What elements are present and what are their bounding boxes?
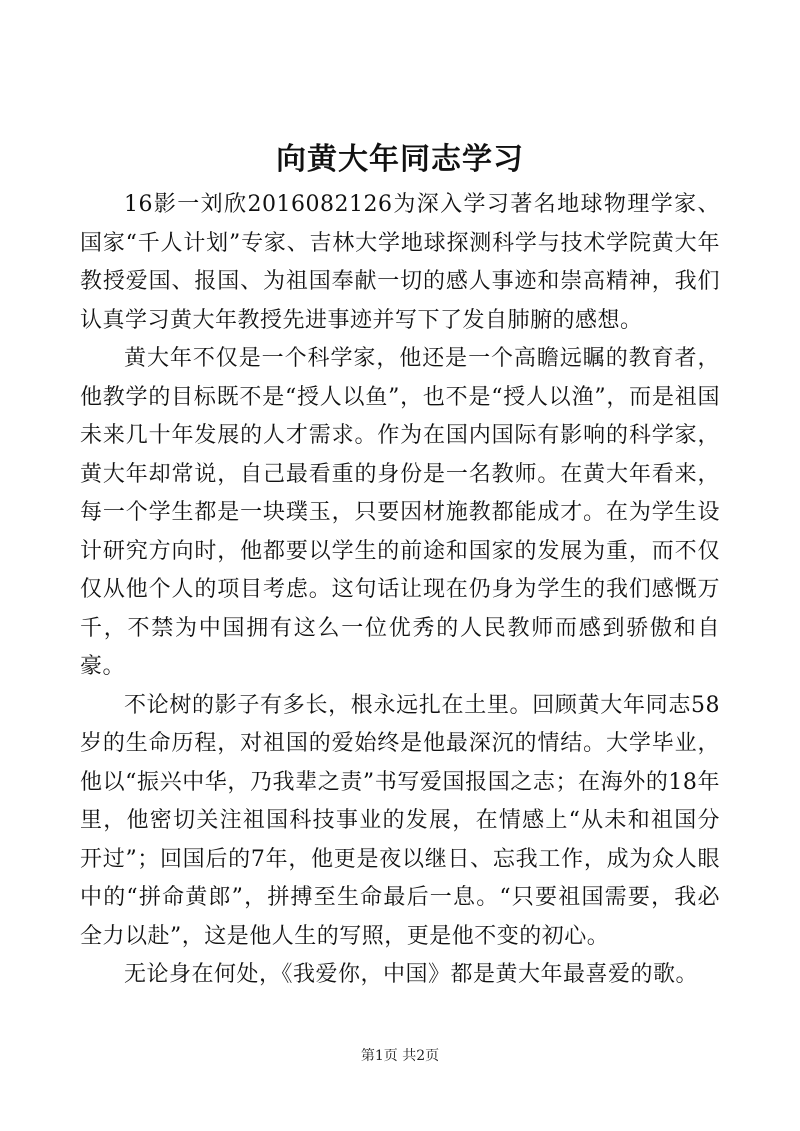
page-number-indicator: 第1页 共2页 [360, 1048, 440, 1064]
paragraph-1: 16影一刘欣2016082126为深入学习著名地球物理学家、国家“千人计划”专家、吉林大学地球探测科学与技术学院黄大年教授爱国、报国、为祖国奉献一切的感人事迹和崇高精神，我们认真学习黄大年教授先进事迹并写下了发自肺腑的感想。 [80, 192, 720, 333]
document-title: 向黄大年同志学习 [276, 142, 524, 177]
paragraph-4: 无论身在何处，《我爱你，中国》都是黄大年最喜爱的歌。 [124, 962, 699, 987]
paragraph-3: 不论树的影子有多长，根永远扎在土里。回顾黄大年同志58岁的生命历程，对祖国的爱始终是他最深沉的情结。大学毕业，他以“振兴中华，乃我辈之责”书写爱国报国之志；在海外的18年里，他密切关注祖国科技事业的发展，在情感上“从未和祖国分开过”；回国后的7年，他更是夜以继日、忘我工作，成为众人眼中的“拼命黄郎”，拼搏至生命最后一息。“只要祖国需要，我必全力以赴”，这是他人生的写照，更是他不变的初心。 [80, 692, 720, 949]
page-footer [0, 1046, 800, 1066]
document-body [80, 186, 720, 995]
paragraph-2: 黄大年不仅是一个科学家，他还是一个高瞻远瞩的教育者，他教学的目标既不是“授人以鱼”，也不是“授人以渔”，而是祖国未来几十年发展的人才需求。作为在国内国际有影响的科学家，黄大年却常说，自己最看重的身份是一名教师。在黄大年看来，每一个学生都是一块璞玉，只要因材施教都能成才。在为学生设计研究方向时，他都要以学生的前途和国家的发展为重，而不仅仅从他个人的项目考虑。这句话让现在仍身为学生的我们感慨万千，不禁为中国拥有这么一位优秀的人民教师而感到骄傲和自豪。 [80, 346, 720, 679]
